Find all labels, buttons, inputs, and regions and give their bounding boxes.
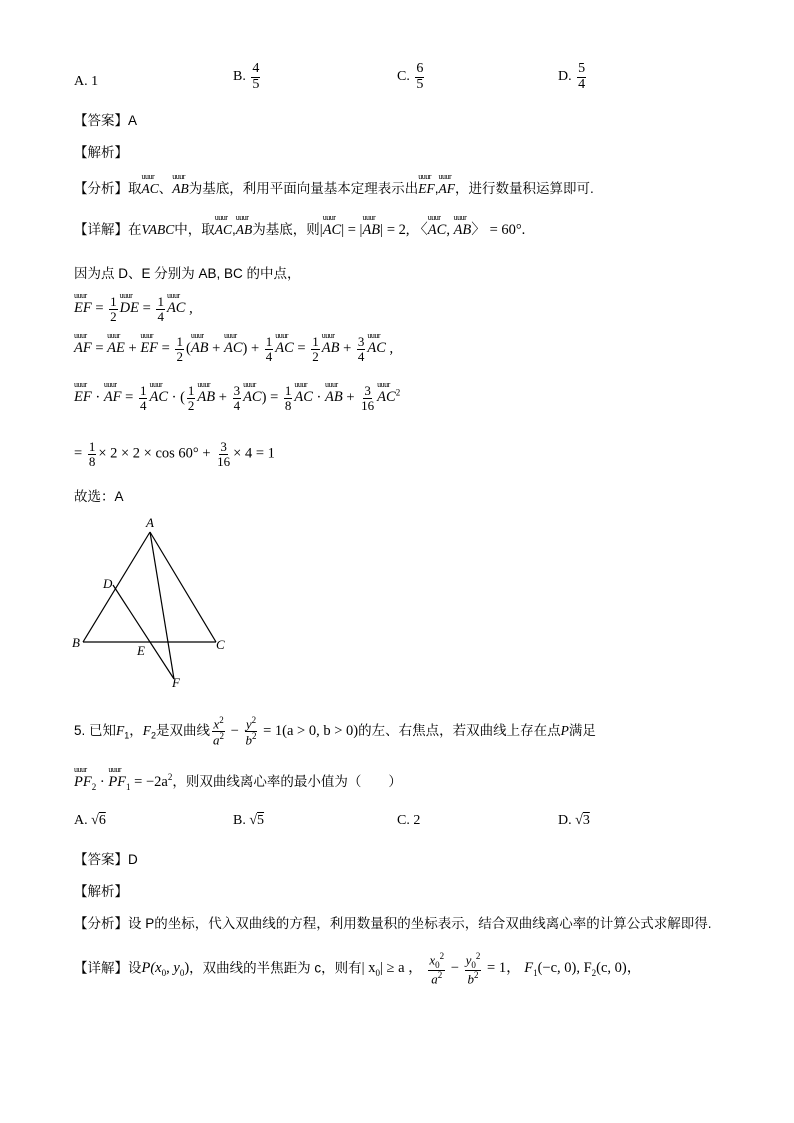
q5-answer: 【答案】D bbox=[74, 852, 138, 867]
q4-option-d: D. $\frac{5}{4}$ bbox=[558, 61, 586, 92]
q5-fenxi: 【分析】设 P的坐标，代入双曲线的方程，利用数量积的坐标表示，结合双曲线离心率的计算公式求解即得. bbox=[74, 916, 712, 931]
label-f: F bbox=[172, 675, 180, 690]
q4-option-c: C. $\frac{6}{5}$ bbox=[397, 61, 424, 92]
label-a: A bbox=[146, 515, 154, 530]
q5-stem: 5. 已知$F_1$，$F_2$是双曲线 $\frac{x^2}{a^2}$ − $\frac{y^2}{b^2}$ = 1(a > 0, b > 0)的左、右焦点，若双曲线上存在点P满足 bbox=[74, 715, 596, 748]
eq-ef: uuur EF = $\frac{1}{2}$ uuur DE = $\frac{1}{4}$ uuur AC , bbox=[74, 295, 193, 323]
q4-fenxi: 【分析】取uuur AC、uuur AB为基底，利用平面向量基本定理表示出uuur EF,uuur AF，进行数量积运算即可. bbox=[74, 177, 594, 197]
q5-detail: 【详解】设$P(x_0$, $y_0$)，双曲线的半焦距为 c，则有| $x_0| \ge a$ ， $\frac{x_0^2}{a^2}$ − $\frac{y_0^2}{b^2}$ = 1， $F_1(-c$, 0), $F_2(c$, 0)， bbox=[74, 951, 642, 987]
q5-option-b: B. √5 bbox=[233, 813, 265, 828]
q4-answer: 【答案】A bbox=[74, 113, 138, 128]
q5-option-c: C. 2 bbox=[397, 813, 421, 828]
q5-option-a: A. √6 bbox=[74, 813, 106, 828]
q5-stem-2: uuur $PF_2$ · uuur $PF_1 = -2a^2$，则双曲线离心率的最小值为（ ） bbox=[74, 770, 402, 792]
q4-option-b: B. $\frac{4}{5}$ bbox=[233, 61, 260, 92]
label-b: B bbox=[72, 635, 80, 650]
q4-option-a: A. 1 bbox=[74, 74, 99, 89]
q4-guxuan: 故选：A bbox=[74, 489, 124, 504]
label-c: C bbox=[216, 637, 225, 652]
q5-option-d: D. √3 bbox=[558, 813, 590, 828]
label-d: D bbox=[103, 576, 113, 591]
q4-detail: 【详解】在VABC中，取uuur AC,uuur AB为基底，则|uuur AC| = |uuur AB| = 2, 〈uuur AC, uuur AB〉 = 60°. bbox=[74, 218, 525, 239]
label-e: E bbox=[137, 643, 145, 658]
eq-af: uuur AF = uuur AE + uuur EF = $\frac{1}{2}$ (uuur AB + uuur AC) + $\frac{1}{4}$ uuur AC = $\frac{1}{2}$ uuur AB + $\frac{3}{4}$ uuur AC , bbox=[74, 335, 393, 363]
eq-dot: uuur EF · uuur AF = $\frac{1}{4}$ uuur AC · ( $\frac{1}{2}$ uuur AB + $\frac{3}{4}$ uuur AC) = $\frac{1}{8}$ uuur AC · uuur AB + $\frac{3}{16}$ uuur $AC^2$ bbox=[74, 384, 400, 412]
triangle-figure bbox=[66, 512, 246, 692]
eq-result: = $\frac{1}{8}$ × 2 × 2 × cos 60° + $\frac{3}{16}$ × 4 = 1 bbox=[74, 439, 275, 469]
q4-analysis-title: 【解析】 bbox=[74, 145, 128, 160]
q5-analysis-title: 【解析】 bbox=[74, 884, 128, 899]
q4-midpoints: 因为点 D、E 分别为 AB, BC 的中点， bbox=[74, 266, 301, 281]
